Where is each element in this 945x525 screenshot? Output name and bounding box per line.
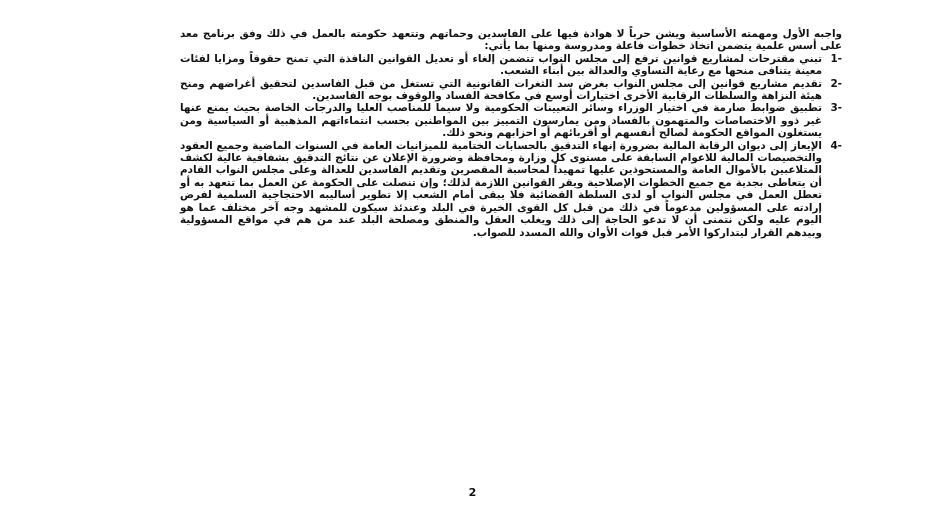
list-item-text: تطبيق ضوابط صارمة في اختيار الوزراء وسائر التعيينات الحكومية ولا سيما للمناصب العليا والدرجات الخاصة بحيث يمنع عنها غير ذوو الاختصاصات والمتهمون بالفساد ومن يمارسون التمييز بين المواطنين بحسب انتماءاتهم المذهبية أو السياسية ومن يستغلون المواقع الحكومة لصالح أنفسهم أو أقربائهم أو احزابهم ونحو ذلك.	[180, 102, 822, 140]
list-number: 2-	[830, 77, 842, 90]
list-item-text: تبني مقترحات لمشاريع قوانين ترفع إلى مجلس النواب تتضمن إلغاء أو تعديل القوانين النافذة التي تمنح حقوقاً ومزايا لفئات معينة يتنافى منحها مع رعاية التساوي والعدالة بين أبناء الشعب.	[180, 52, 822, 78]
list-number: 4-	[830, 139, 842, 152]
intro-paragraph: واجبه الأول ومهمته الأساسية ويشن حرباً لا هوادة فيها على الفاسدين وحماتهم وتتعهد حكومته بالعمل في ذلك وفق برنامج معد على أسس علمية يتضمن اتخاذ خطوات فاعلة ومدروسة ومنها بما يأتي:	[180, 28, 842, 53]
list-item-3	[180, 102, 842, 139]
list-item-4	[180, 140, 842, 239]
document-body	[180, 28, 842, 239]
list-number: 1-	[830, 52, 842, 65]
list-number: 3-	[830, 102, 842, 115]
list-item-text: تقديم مشاريع قوانين إلى مجلس النواب بغرض سد الثغرات القانونية التي تستغل من قبل الفاسدين لتحقيق أغراضهم ومنح هيئة النزاهة والسلطات الرقابية الأخرى اختيارات أوسع في مكافحة الفساد والوقوف بوجه الفاسدين.	[180, 77, 822, 103]
list-item-1	[180, 53, 842, 78]
list-item-2	[180, 78, 842, 103]
page-number: 2	[468, 486, 477, 499]
list-item-text: الإيعاز إلى ديوان الرقابة المالية بضرورة إنهاء التدقيق بالحسابات الختامية للميزانيات العامة في السنوات الماضية وجميع العقود والتخصيصات المالية للاعوام السابقة على مستوى كل وزارة ومحافظة وضرورة الإعلان عن نتائج التدقيق بشفافية عالية لكشف المتلاعبين بالأموال العامة والمستحوذين عليها تمهيداً لمحاسبة المقصرين وتقديم الفاسدين للعدالة وعلى مجلس النواب القادم أن يتعاطى بجدية مع جميع الخطوات الإصلاحية ويقر القوانين اللازمة لذلك؛ وإن تنصلت على الحكومة عن العمل بما تتعهد به أو تعطل العمل في مجلس النواب أو لدى السلطة القضائية فلا يبقى أمام الشعب إلا تطوير أساليبه الاحتجاجية السلمية لفرض إرادته على المسؤولين مدعوماً في ذلك من قبل كل القوى الخيرة في البلد وعندئذ سيكون للمشهد وجه آخر مختلف عما هو اليوم عليه ولكن نتمنى أن لا تدعو الحاجة إلى ذلك ويغلب العقل والمنطق ومصلحة البلد عند من هم في مواقع المسؤولية وبيدهم القرار ليتداركوا الأمر قبل فوات الأوان والله المسدد للصواب.	[180, 139, 822, 239]
